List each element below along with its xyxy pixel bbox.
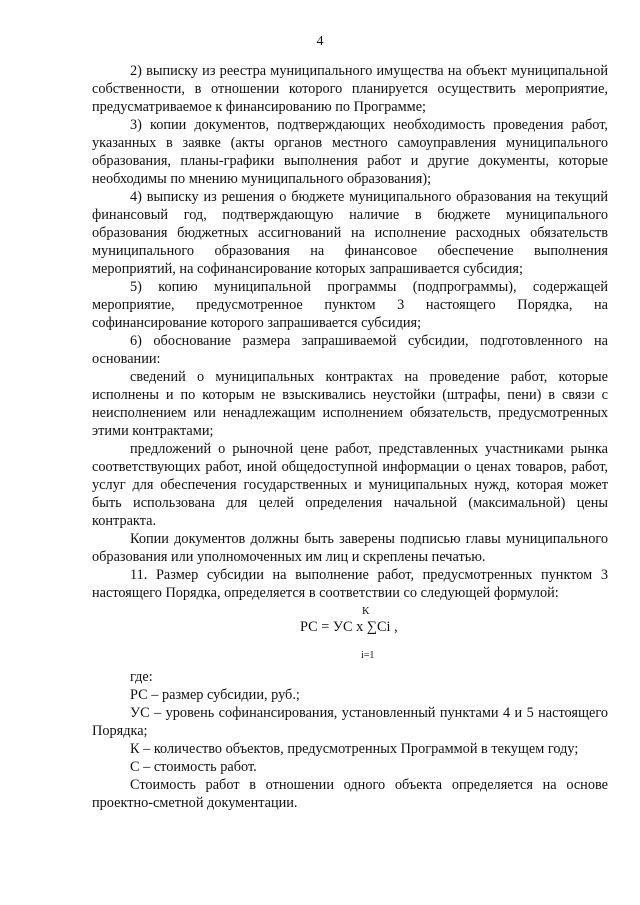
paragraph-subsidy-size: 11. Размер субсидии на выполнение работ, предусмотренных пунктом 3 настоящего Порядка, определяется в соответствии со следующей формулой:: [92, 567, 608, 601]
paragraph-certification: Копии документов должны быть заверены подписью главы муниципального образования или уполномоченных им лиц и скреплены печатью.: [92, 531, 608, 565]
formula-upper-limit: К: [362, 605, 370, 617]
definition-us: УС – уровень софинансирования, установленный пунктами 4 и 5 настоящего Порядка;: [92, 705, 608, 739]
definition-rs: РС – размер субсидии, руб.;: [130, 687, 300, 703]
paragraph-justification: 6) обоснование размера запрашиваемой субсидии, подготовленного на основании:: [92, 333, 608, 367]
subsidy-formula: [92, 602, 608, 668]
paragraph-contracts-info: сведений о муниципальных контрактах на проведение работ, которые исполнены и по которым не взыскивались неустойки (штрафы, пени) в связи с неисполнением или ненадлежащим исполнением обязательств, предусмотренных этими контрактами;: [92, 369, 608, 439]
paragraph-budget-extract: 4) выписку из решения о бюджете муниципального образования на текущий финансовый год, подтверждающую наличие в бюджете муниципального образования бюджетных ассигнований на исполнение расходных обязательств муниципального образования на финансовое обеспечение выполнения мероприятий, на софинансирование которых запрашивается субсидия;: [92, 189, 608, 277]
page-number: 4: [316, 34, 324, 49]
paragraph-market-prices: предложений о рыночной цене работ, представленных участниками рынка соответствующих работ, иной общедоступной информации о ценах товаров, работ, услуг для обеспечения государственных и муниципальных нужд, которая может быть использована для целей определения начальной (максимальной) цены контракта.: [92, 441, 608, 529]
definition-k: К – количество объектов, предусмотренных Программой в текущем году;: [130, 741, 579, 757]
paragraph-extract-register: 2) выписку из реестра муниципального имущества на объект муниципальной собственности, в отношении которого планируется осуществить мероприятие, предусматриваемое к финансированию по Программе;: [92, 63, 608, 115]
formula-expression: РС = УС х ∑Сi ,: [300, 619, 398, 635]
paragraph-cost-basis: Стоимость работ в отношении одного объекта определяется на основе проектно-сметной документации.: [92, 777, 608, 811]
document-body: [92, 62, 608, 812]
formula-lower-limit: i=1: [361, 650, 375, 661]
where-label: где:: [130, 669, 153, 685]
paragraph-program-copy: 5) копию муниципальной программы (подпрограммы), содержащей мероприятие, предусмотренное пунктом 3 настоящего Порядка, на софинансирование которого запрашивается субсидия;: [92, 279, 608, 331]
definition-c: С – стоимость работ.: [130, 759, 257, 775]
paragraph-documents-copies: 3) копии документов, подтверждающих необходимость проведения работ, указанных в заявке (акты органов местного самоуправления муниципального образования, планы-графики выполнения работ и другие документы, которые необходимы по мнению муниципального образования);: [92, 117, 608, 187]
